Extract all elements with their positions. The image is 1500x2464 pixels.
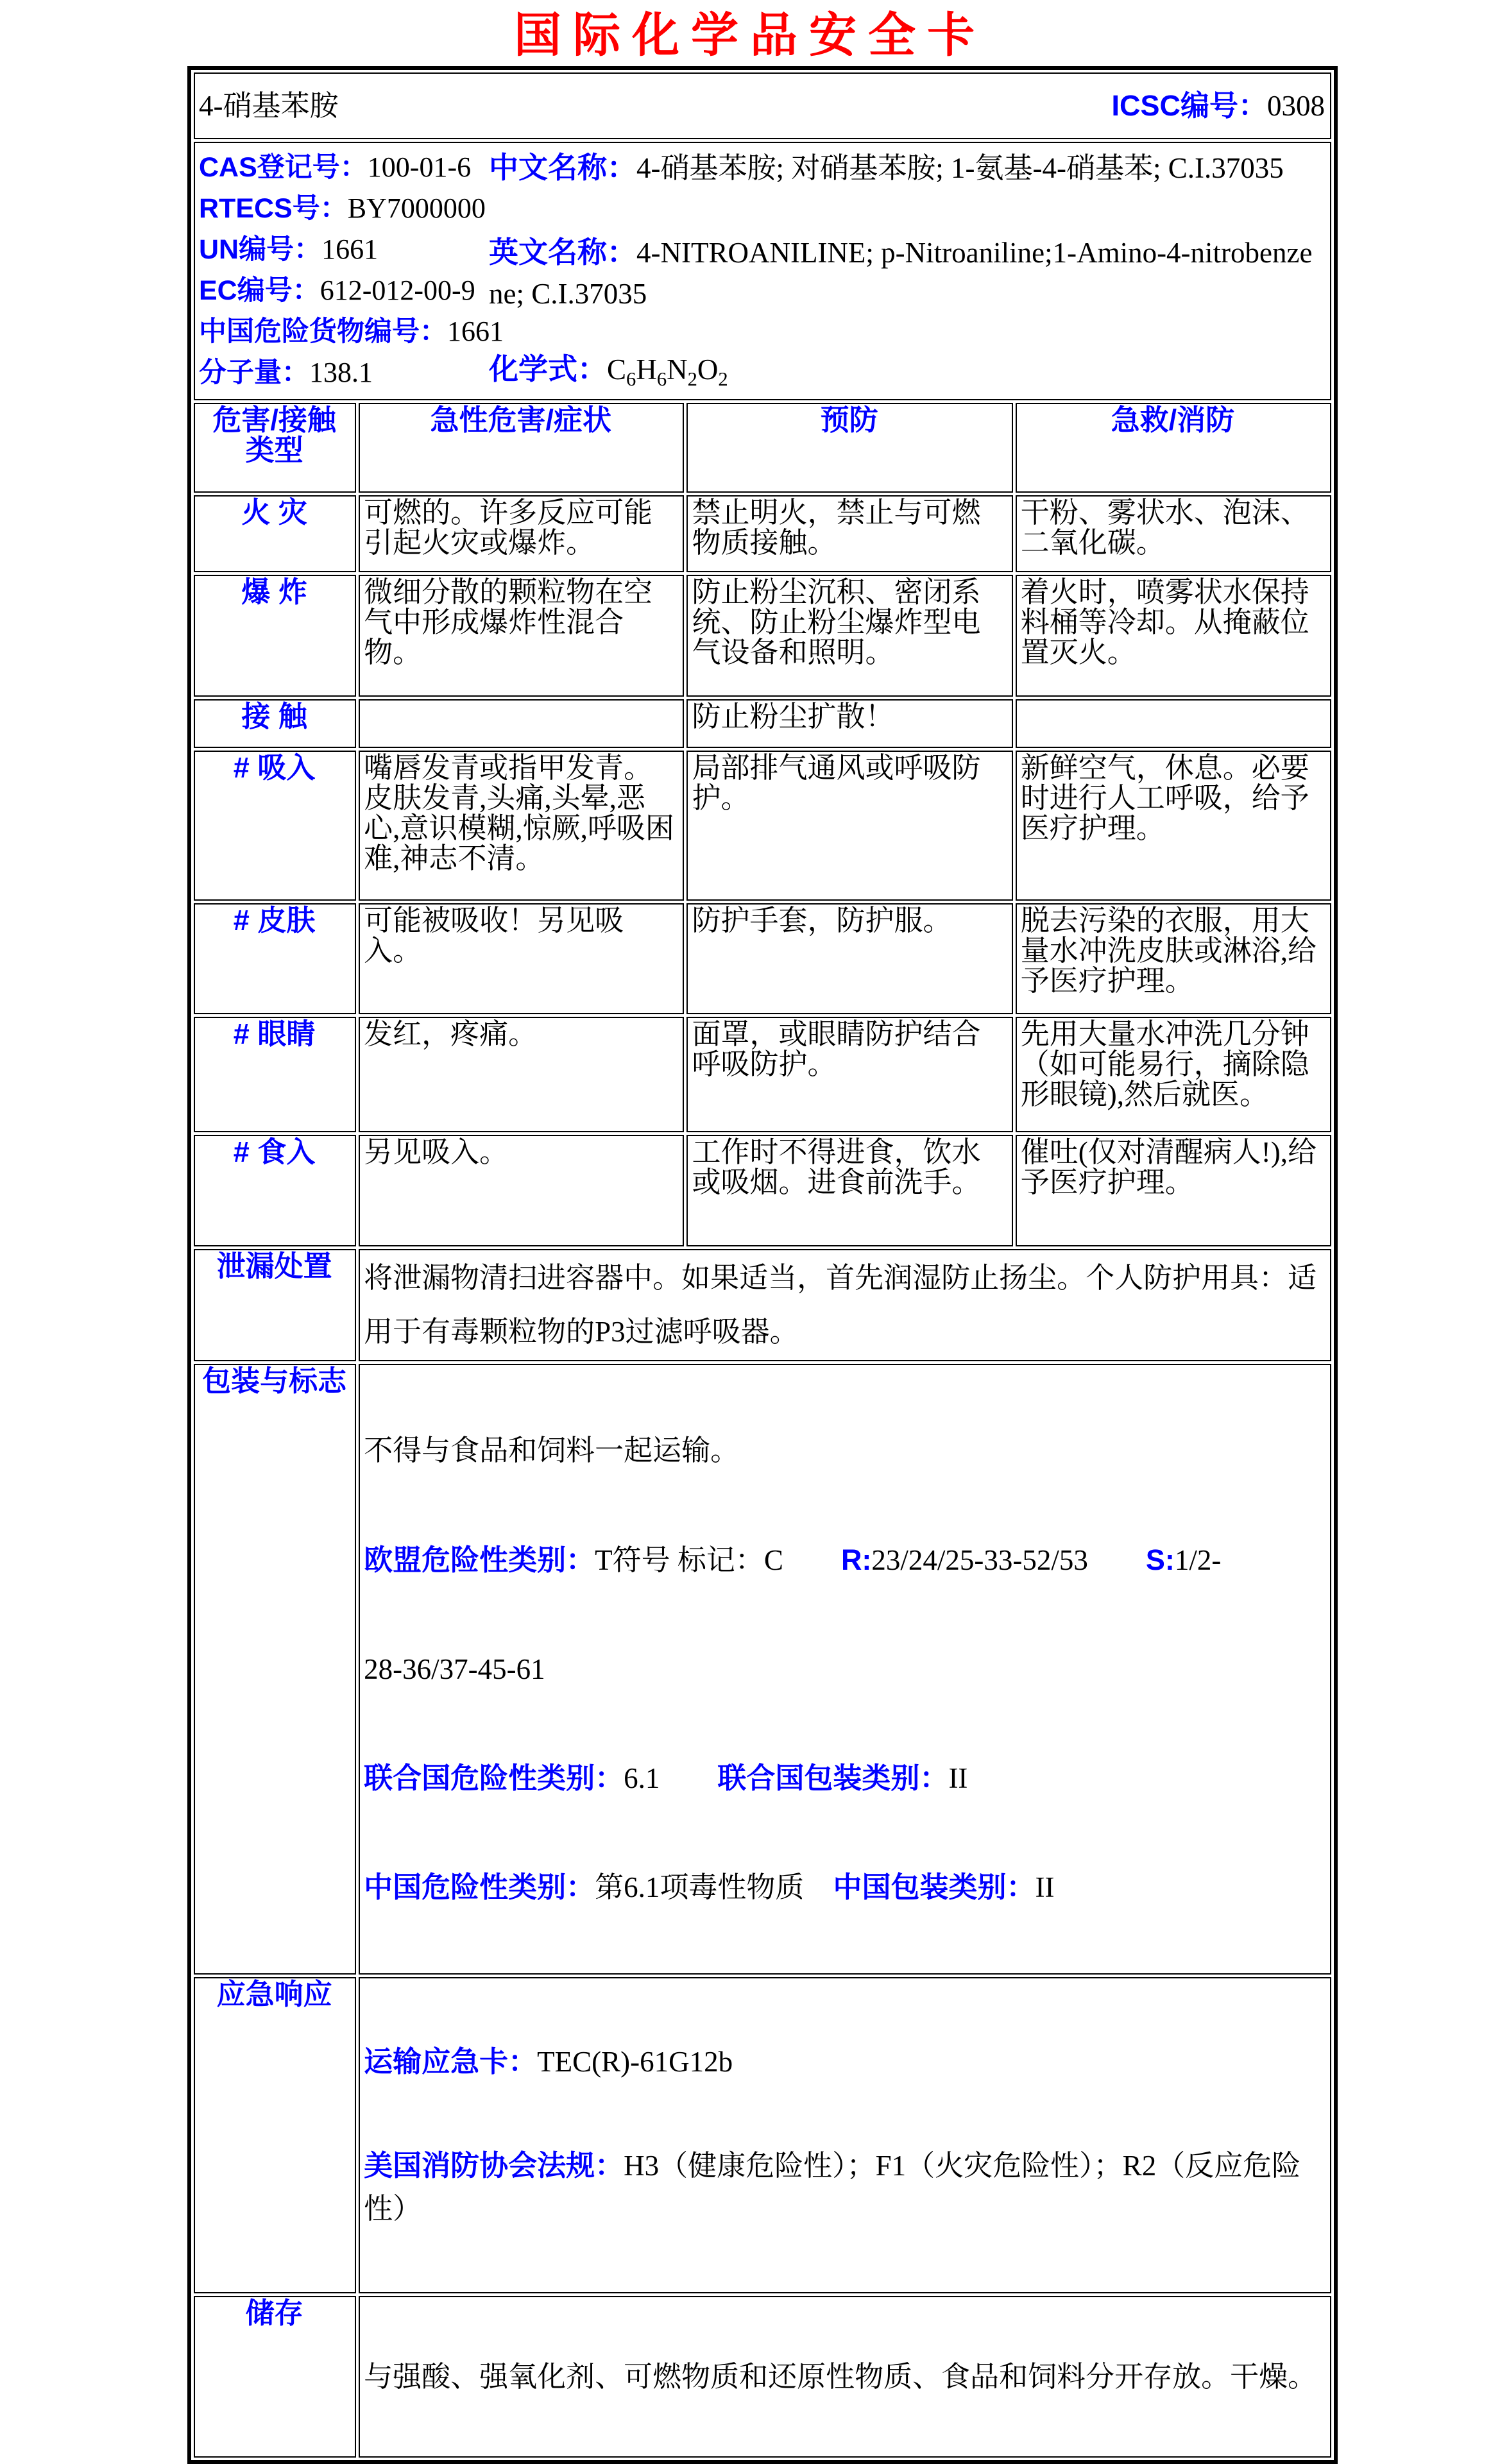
hazard-header-response: 急救/消防 <box>1016 403 1331 493</box>
spill-text-cell: 将泄漏物清扫进容器中。如果适当，首先润湿防止扬尘。个人防护用具：适用于有毒颗粒物的P3过滤呼吸器。 <box>359 1249 1331 1361</box>
inhalation-symptoms: 嘴唇发青或指甲发青。皮肤发青,头痛,头晕,恶心,意识模糊,惊厥,呼吸困难,神志不清。 <box>359 751 684 901</box>
identifier-rtecs: RTECS号：BY7000000 <box>199 192 486 225</box>
chemical-name: 4-硝基苯胺 <box>199 89 339 122</box>
packaging-line-transport: 不得与食品和饲料一起运输。 <box>364 1434 740 1467</box>
packaging-label: 包装与标志 <box>194 1364 356 1975</box>
icsc-number-value: 0308 <box>1267 89 1325 122</box>
eyes-response: 先用大量水冲洗几分钟（如可能易行，摘除隐形眼镜),然后就医。 <box>1016 1017 1331 1132</box>
hazard-row-explosion <box>194 575 1331 697</box>
exposure-prevention: 防止粉尘扩散！ <box>686 699 1012 748</box>
formula-line: 化学式：$C_6H_6N_2O_2$ <box>489 352 728 391</box>
inhalation-prevention: 局部排气通风或呼吸防护。 <box>686 751 1012 901</box>
explosion-prevention: 防止粉尘沉积、密闭系统、防止粉尘爆炸型电气设备和照明。 <box>686 575 1012 697</box>
hazard-type-exposure: 接 触 <box>194 699 356 748</box>
ingestion-response: 催吐(仅对清醒病人!),给予医疗护理。 <box>1016 1135 1331 1246</box>
storage-label: 储存 <box>194 2296 356 2457</box>
exposure-symptoms <box>359 699 684 748</box>
eyes-prevention: 面罩，或眼睛防护结合呼吸防护。 <box>686 1017 1012 1132</box>
identifier-cas: CAS登记号：100-01-6 <box>199 151 472 183</box>
hazard-type-eyes: # 眼睛 <box>194 1017 356 1132</box>
packaging-text-cell <box>359 1364 1331 1975</box>
skin-response: 脱去污染的衣服，用大量水冲洗皮肤或淋浴,给予医疗护理。 <box>1016 903 1331 1014</box>
icsc-number-group <box>1111 91 1325 121</box>
emergency-row <box>194 1977 1331 2293</box>
skin-prevention: 防护手套，防护服。 <box>686 903 1012 1014</box>
hazard-row-skin <box>194 903 1331 1014</box>
identifier-ec: EC编号：612-012-00-9 <box>199 275 475 307</box>
storage-line: 与强酸、强氧化剂、可燃物质和还原性物质、食品和饲料分开存放。干燥。 <box>364 2360 1317 2393</box>
emergency-label: 应急响应 <box>194 1977 356 2293</box>
hazard-header-prevention: 预防 <box>686 403 1012 493</box>
hazard-type-ingestion: # 食入 <box>194 1135 356 1246</box>
hazard-row-inhalation <box>194 751 1331 901</box>
exposure-response <box>1016 699 1331 748</box>
packaging-line-un: 联合国危险性类别：6.1 联合国包装类别：II <box>364 1761 968 1794</box>
eyes-symptoms: 发红，疼痛。 <box>359 1017 684 1132</box>
spill-label: 泄漏处置 <box>194 1249 356 1361</box>
hazard-header-symptoms: 急性危害/症状 <box>359 403 684 493</box>
ingestion-symptoms: 另见吸入。 <box>359 1135 684 1246</box>
fire-response: 干粉、雾状水、泡沫、二氧化碳。 <box>1016 495 1331 572</box>
storage-text-cell <box>359 2296 1331 2457</box>
emergency-line-nfpa: 美国消防协会法规：H3（健康危险性）；F1（火灾危险性）；R2（反应危险性） <box>364 2148 1301 2225</box>
emergency-line-tec: 运输应急卡：TEC(R)-61G12b <box>364 2044 733 2078</box>
hazard-row-fire <box>194 495 1331 572</box>
spill-row <box>194 1249 1331 1361</box>
chemical-formula: $C_6H_6N_2O_2$ <box>607 353 728 391</box>
emergency-text-cell <box>359 1977 1331 2293</box>
names-block <box>489 147 1325 391</box>
explosion-symptoms: 微细分散的颗粒物在空气中形成爆炸性混合物。 <box>359 575 684 697</box>
packaging-line-china: 中国危险性类别：第6.1项毒性物质 中国包装类别：II <box>364 1870 1055 1903</box>
safety-card-table <box>187 66 1338 2463</box>
hazard-row-exposure <box>194 699 1331 748</box>
page-title: 国际化学品安全卡 <box>514 8 986 62</box>
identifier-list <box>199 147 504 393</box>
card-header-row <box>194 72 1331 139</box>
fire-symptoms: 可燃的。许多反应可能引起火灾或爆炸。 <box>359 495 684 572</box>
identifier-un: UN编号：1661 <box>199 234 379 266</box>
skin-symptoms: 可能被吸收！另见吸入。 <box>359 903 684 1014</box>
chinese-name-line: 中文名称：4-硝基苯胺; 对硝基苯胺; 1-氨基-4-硝基苯; C.I.37035 <box>489 151 1284 185</box>
explosion-response: 着火时，喷雾状水保持料桶等冷却。从掩蔽位置灭火。 <box>1016 575 1331 697</box>
identifier-china-dg: 中国危险货物编号：1661 <box>199 316 504 348</box>
identifiers-cell <box>194 142 1331 400</box>
hazard-row-ingestion <box>194 1135 1331 1246</box>
card-header-cell <box>194 72 1331 139</box>
ingestion-prevention: 工作时不得进食，饮水或吸烟。进食前洗手。 <box>686 1135 1012 1246</box>
english-name-line: 英文名称：4-NITROANILINE; p-Nitroaniline;1-Amino-4-nitrobenzene; C.I.37035 <box>489 235 1313 310</box>
icsc-page <box>0 8 1500 2393</box>
packaging-line-s-cont: 28-36/37-45-61 <box>364 1653 545 1685</box>
hazard-type-skin: # 皮肤 <box>194 903 356 1014</box>
identifier-molweight: 分子量：138.1 <box>199 357 373 389</box>
hazard-type-inhalation: # 吸入 <box>194 751 356 901</box>
hazard-header-row <box>194 403 1331 493</box>
fire-prevention: 禁止明火，禁止与可燃物质接触。 <box>686 495 1012 572</box>
hazard-type-explosion: 爆 炸 <box>194 575 356 697</box>
identifiers-row <box>194 142 1331 400</box>
hazard-row-eyes <box>194 1017 1331 1132</box>
packaging-row <box>194 1364 1331 1975</box>
hazard-type-fire: 火 灾 <box>194 495 356 572</box>
hazard-header-type: 危害/接触 类型 <box>194 403 356 493</box>
icsc-number-label: ICSC编号： <box>1111 89 1267 122</box>
storage-row <box>194 2296 1331 2457</box>
packaging-line-eu: 欧盟危险性类别：T符号 标记：C R:23/24/25-33-52/53 S:1/2- <box>364 1543 1222 1576</box>
inhalation-response: 新鲜空气，休息。必要时进行人工呼吸，给予医疗护理。 <box>1016 751 1331 901</box>
